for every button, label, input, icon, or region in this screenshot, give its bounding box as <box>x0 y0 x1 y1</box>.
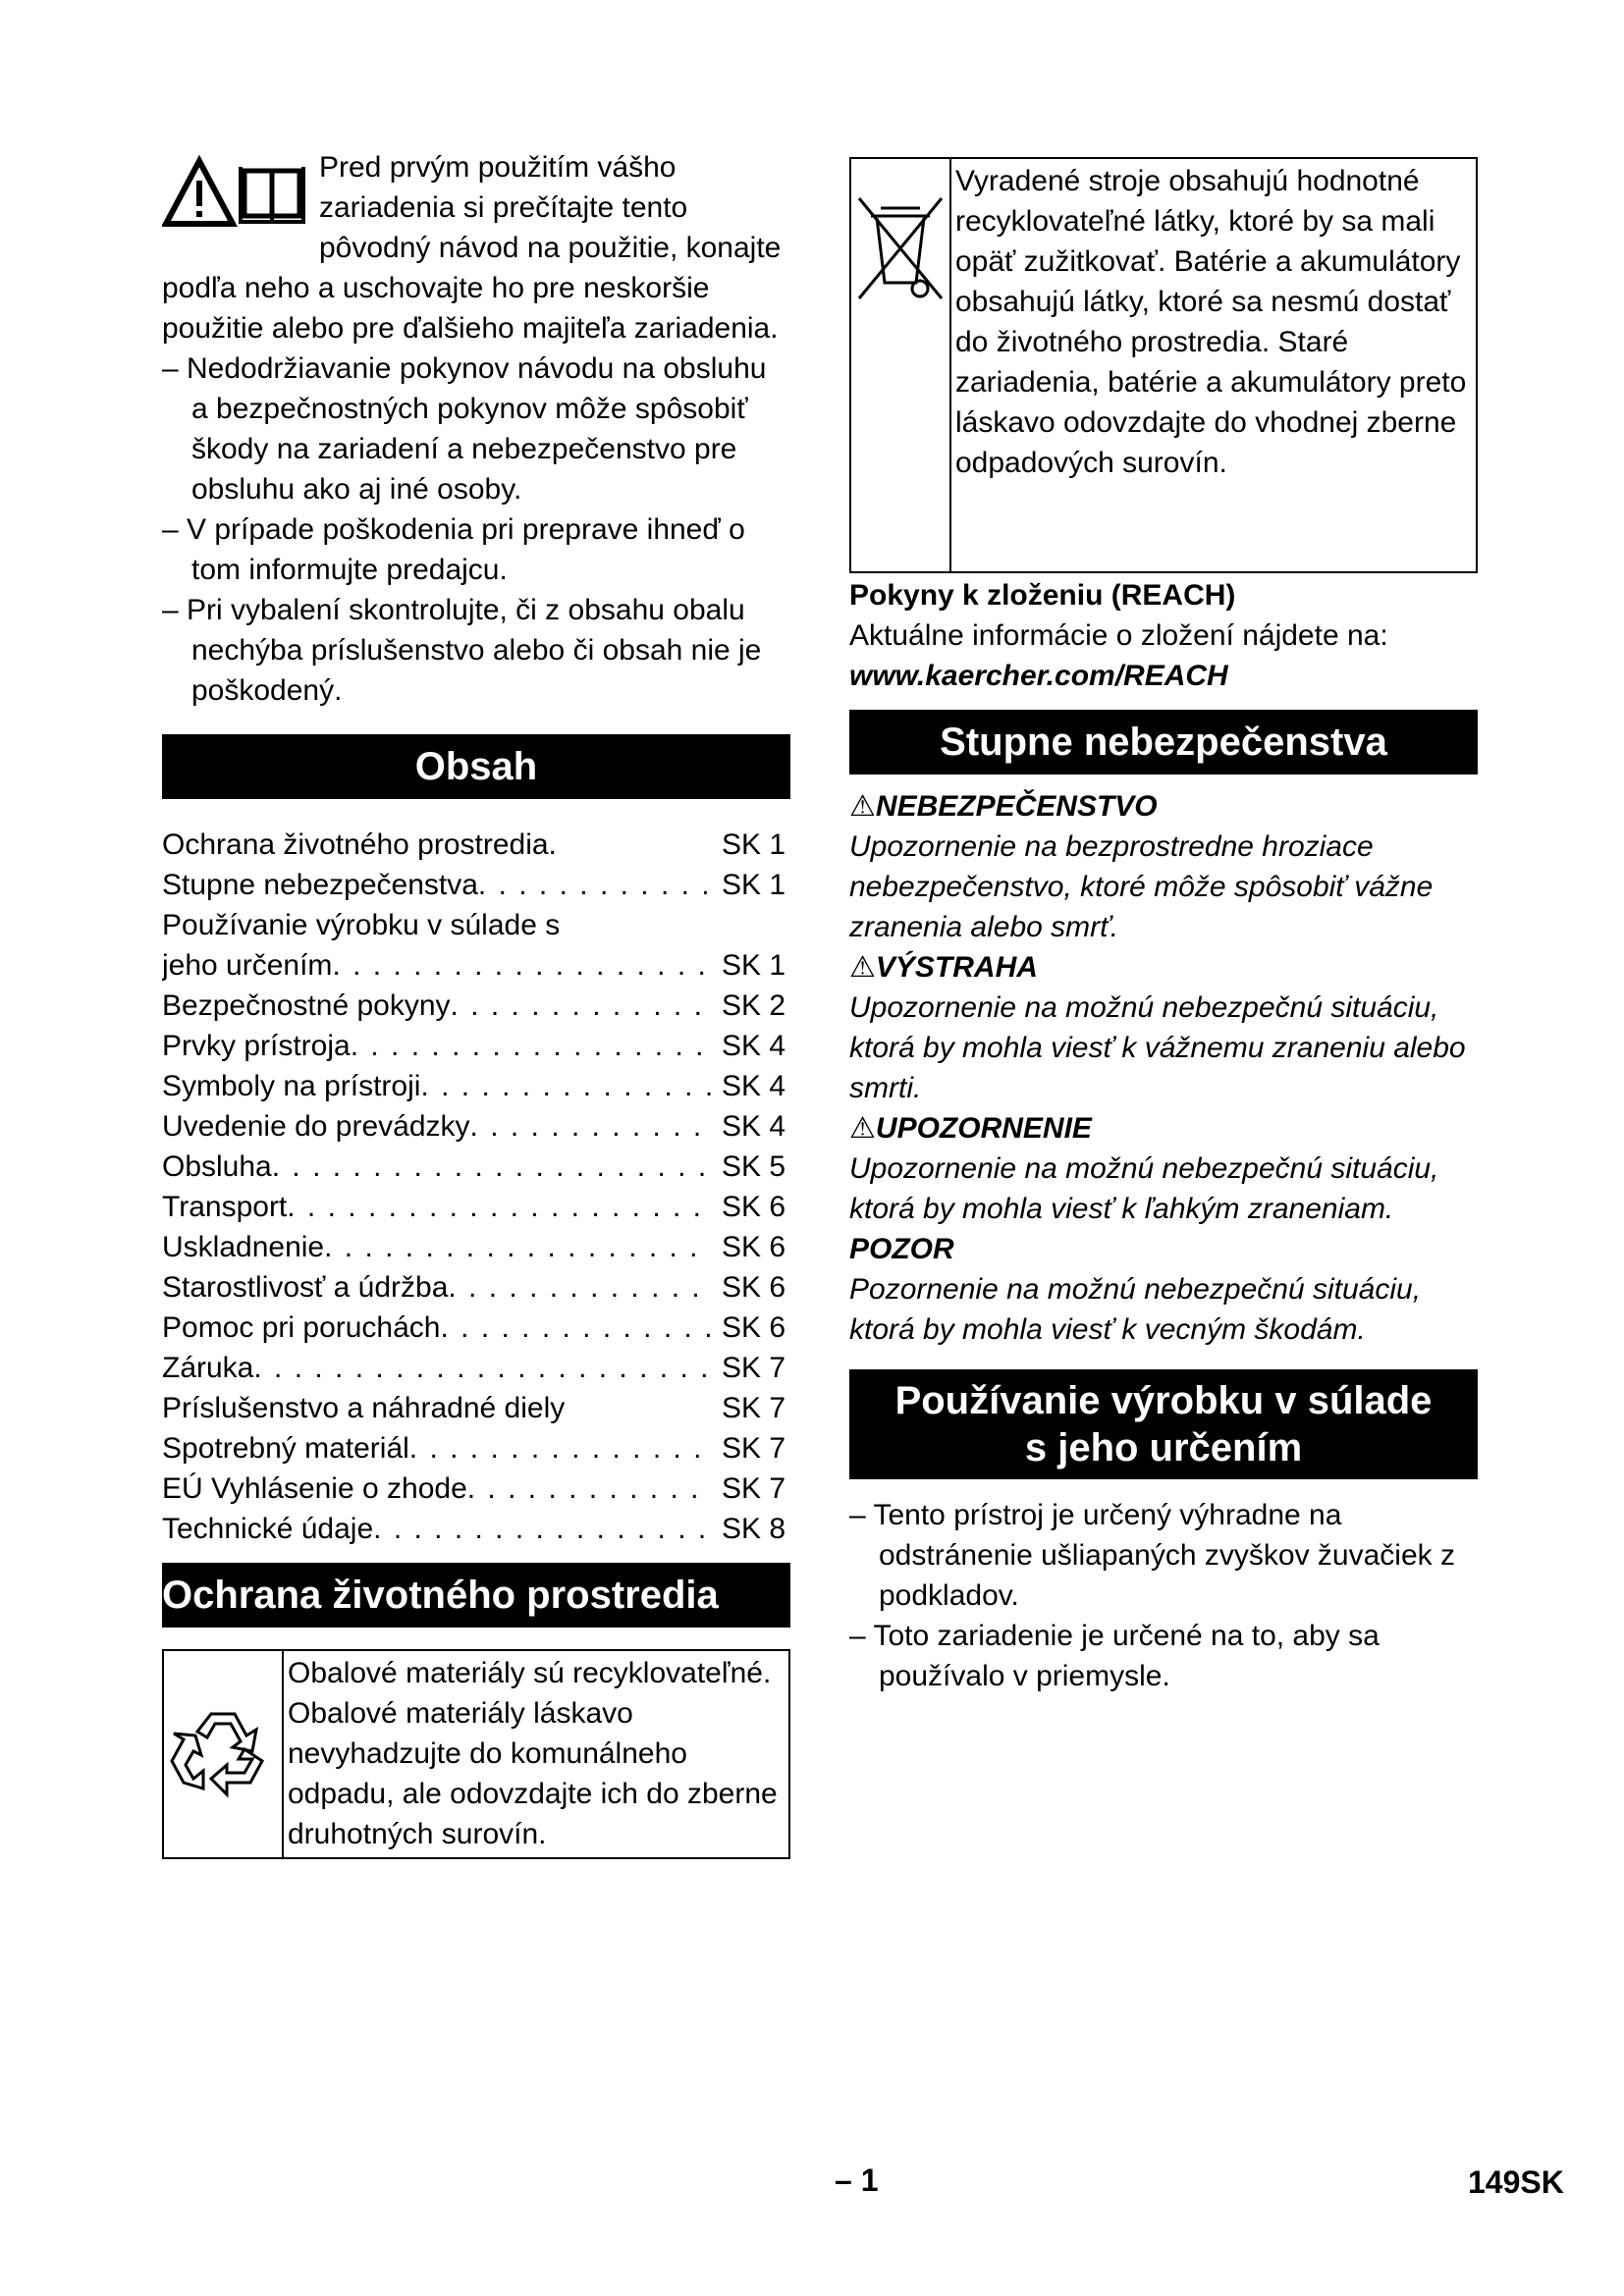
hazard-level-text: Upozornenie na možnú nebezpečnú situáciu, ktorá by mohla viesť k ľahkým zraneniam. <box>849 1152 1439 1225</box>
page-number: – 1 <box>835 2163 879 2198</box>
toc-item-page: SK 4 <box>722 1110 786 1143</box>
packaging-text: Obalové materiály sú recyklovateľné. Obalové materiály láskavo nevyhadzujte do komunálneho odpadu, ale odovzdajte ich do zberne druhotných surovín. <box>288 1657 778 1850</box>
toc-spacer <box>565 1388 712 1428</box>
right-column <box>849 157 1478 1696</box>
toc-item-label: EÚ Vyhlásenie o zhode <box>162 1472 467 1505</box>
hazard-level-label: NEBEZPEČENSTVO <box>875 790 1158 823</box>
reach-text: Aktuálne informácie o zložení nájdete na: <box>849 619 1388 652</box>
toc-item[interactable] <box>162 1187 790 1227</box>
toc-item-label: Príslušenstvo a náhradné diely <box>162 1392 566 1424</box>
hazard-level-text: Upozornenie na bezprostredne hroziace nebezpečenstvo, ktoré môže spôsobiť vážne zranenia alebo smrť. <box>849 830 1434 943</box>
intro-text: Pred prvým použitím vášho zariadenia si prečítajte tento pôvodný návod na použitie, konajte podľa neho a uschovajte ho pre neskoršie použitie alebo pre ďalšieho majiteľa zariadenia. <box>162 151 782 345</box>
left-column <box>162 147 790 1859</box>
toc-item[interactable] <box>162 1066 790 1106</box>
toc-leader-dots <box>420 1066 712 1106</box>
toc-item[interactable] <box>162 1147 790 1187</box>
toc-item-page: SK 8 <box>722 1513 786 1545</box>
toc-leader-dots <box>409 1428 712 1468</box>
toc-item[interactable] <box>162 986 790 1026</box>
page-code: 149SK <box>1468 2164 1564 2200</box>
toc-item[interactable] <box>162 1468 790 1509</box>
toc-leader-dots <box>373 1509 712 1549</box>
toc-item[interactable] <box>162 1509 790 1549</box>
toc-item-page: SK 6 <box>722 1231 786 1263</box>
toc-item-label: Pomoc pri poruchách <box>162 1311 441 1344</box>
usage-heading-line1: Používanie výrobku v súlade <box>894 1379 1433 1422</box>
toc-item[interactable] <box>162 1026 790 1066</box>
usage-heading-line2: s jeho určením <box>1024 1426 1303 1469</box>
reach-title: Pokyny k zloženiu (REACH) <box>849 579 1236 612</box>
toc-spacer <box>557 825 712 865</box>
toc-item-page: SK 6 <box>722 1271 786 1304</box>
toc-leader-dots <box>253 1348 712 1388</box>
toc-item-label: Transport <box>162 1191 288 1223</box>
toc-item-label: Uvedenie do prevádzky <box>162 1110 470 1143</box>
toc-item-label: Prvky prístroja <box>162 1030 351 1062</box>
warning-icon: ⚠ <box>849 951 876 984</box>
toc-item[interactable] <box>162 905 790 945</box>
toc-item-page <box>712 905 790 945</box>
toc-item[interactable] <box>162 1308 790 1348</box>
toc-item-page: SK 7 <box>722 1432 786 1465</box>
intro-section <box>162 147 790 348</box>
toc-heading: Obsah <box>162 734 790 799</box>
packaging-icon-cell <box>164 1651 284 1857</box>
toc-leader-dots <box>287 1187 712 1227</box>
toc-spacer <box>560 905 712 945</box>
recycle-icon <box>164 1700 282 1808</box>
toc-leader-dots <box>478 865 712 905</box>
toc-leader-dots <box>451 986 712 1026</box>
toc-item[interactable] <box>162 1106 790 1147</box>
toc-item-page: SK 4 <box>722 1070 786 1102</box>
toc-item-page: SK 2 <box>722 989 786 1022</box>
hazard-heading: Stupne nebezpečenstva <box>849 710 1478 774</box>
toc-item[interactable] <box>162 1348 790 1388</box>
environment-heading: Ochrana životného prostredia <box>162 1563 790 1628</box>
toc-item-page: SK 7 <box>722 1392 786 1424</box>
toc-item[interactable] <box>162 865 790 905</box>
toc-item-page: SK 1 <box>722 869 786 901</box>
toc-item-label: Technické údaje <box>162 1513 374 1545</box>
toc-leader-dots <box>448 1267 712 1308</box>
toc-item-label: Spotrebný materiál <box>162 1432 409 1465</box>
toc-item[interactable] <box>162 945 790 986</box>
toc-item-page: SK 4 <box>722 1030 786 1062</box>
disposal-icon-cell <box>851 159 951 571</box>
toc-item-label: Stupne nebezpečenstva <box>162 869 478 901</box>
toc-item-page: SK 7 <box>722 1472 786 1505</box>
hazard-level-label: POZOR <box>849 1233 954 1265</box>
usage-bullets <box>849 1495 1478 1696</box>
toc-item-label: Symboly na prístroji <box>162 1070 421 1102</box>
toc-item[interactable] <box>162 1267 790 1308</box>
hazard-levels <box>849 786 1478 1350</box>
packaging-box <box>162 1649 790 1859</box>
usage-bullet: – Tento prístroj je určený výhradne na odstránenie ušliapaných zvyškov žuvačiek z podkladov. <box>849 1499 1455 1612</box>
crossed-bin-icon <box>851 188 949 306</box>
hazard-level-title <box>849 947 1478 988</box>
toc-item[interactable] <box>162 1428 790 1468</box>
toc-item-label: Záruka <box>162 1352 254 1384</box>
intro-bullets <box>162 348 790 711</box>
intro-bullet: – Nedodržiavanie pokynov návodu na obsluhu a bezpečnostných pokynov môže spôsobiť škody na zariadení a nebezpečenstvo pre obsluhu ako aj iné osoby. <box>162 352 767 506</box>
disposal-text: Vyradené stroje obsahujú hodnotné recyklovateľné látky, ktoré by sa mali opäť zužitkovať. Batérie a akumulátory obsahujú látky, ktoré sa nesmú dostať do životného prostredia. Staré zariadenia, batérie a akumulátory preto láskavo odovzdajte do vhodnej zberne odpadových surovín. <box>955 165 1467 479</box>
warning-icon: ⚠ <box>849 1112 876 1145</box>
intro-bullet: – V prípade poškodenia pri preprave ihneď o tom informujte predajcu. <box>162 513 745 586</box>
toc-leader-dots <box>440 1308 712 1348</box>
hazard-level-label: VÝSTRAHA <box>875 951 1038 984</box>
hazard-level-text: Pozornenie na možnú nebezpečnú situáciu, ktorá by mohla viesť k vecným škodám. <box>849 1273 1422 1346</box>
hazard-level-text: Upozornenie na možnú nebezpečnú situáciu, ktorá by mohla viesť k vážnemu zraneniu alebo smrti. <box>849 991 1466 1104</box>
usage-heading <box>849 1369 1478 1479</box>
toc-item-page: SK 6 <box>722 1191 786 1223</box>
hazard-level-label: UPOZORNENIE <box>875 1112 1092 1145</box>
disposal-box <box>849 157 1478 573</box>
usage-bullet: – Toto zariadenie je určené na to, aby sa používalo v priemysle. <box>849 1620 1380 1692</box>
toc-item-page: SK 1 <box>722 828 786 861</box>
toc-item-page: SK 7 <box>722 1352 786 1384</box>
warning-read-manual-icon <box>162 151 307 230</box>
toc-leader-dots <box>351 1026 712 1066</box>
toc-item[interactable] <box>162 1388 790 1428</box>
toc-leader-dots <box>470 1106 712 1147</box>
hazard-level-title <box>849 1108 1478 1148</box>
toc-leader-dots <box>272 1147 712 1187</box>
toc-item-label: jeho určením <box>162 949 333 982</box>
toc-leader-dots <box>467 1468 712 1509</box>
toc-item-page: SK 5 <box>722 1150 786 1183</box>
reach-url[interactable]: www.kaercher.com/REACH <box>849 660 1228 692</box>
toc-leader-dots <box>332 945 712 986</box>
toc-item-label: Obsluha <box>162 1150 272 1183</box>
hazard-level-title <box>849 786 1478 827</box>
hazard-level-title <box>849 1229 1478 1269</box>
toc-item-label: Uskladnenie <box>162 1231 325 1263</box>
toc-item[interactable] <box>162 1227 790 1267</box>
table-of-contents <box>162 825 790 1549</box>
toc-item-page: SK 6 <box>722 1311 786 1344</box>
warning-icon: ⚠ <box>849 790 876 823</box>
toc-leader-dots <box>324 1227 712 1267</box>
toc-item-label: Bezpečnostné pokyny <box>162 989 451 1022</box>
intro-bullet: – Pri vybalení skontrolujte, či z obsahu obalu nechýba príslušenstvo alebo či obsah nie je poškodený. <box>162 594 762 707</box>
toc-item-page: SK 1 <box>722 949 786 982</box>
toc-item-label: Starostlivosť a údržba <box>162 1271 449 1304</box>
toc-item-label: Ochrana životného prostredia. <box>162 828 557 861</box>
toc-item-label: Používanie výrobku v súlade s <box>162 909 561 941</box>
toc-item[interactable] <box>162 825 790 865</box>
